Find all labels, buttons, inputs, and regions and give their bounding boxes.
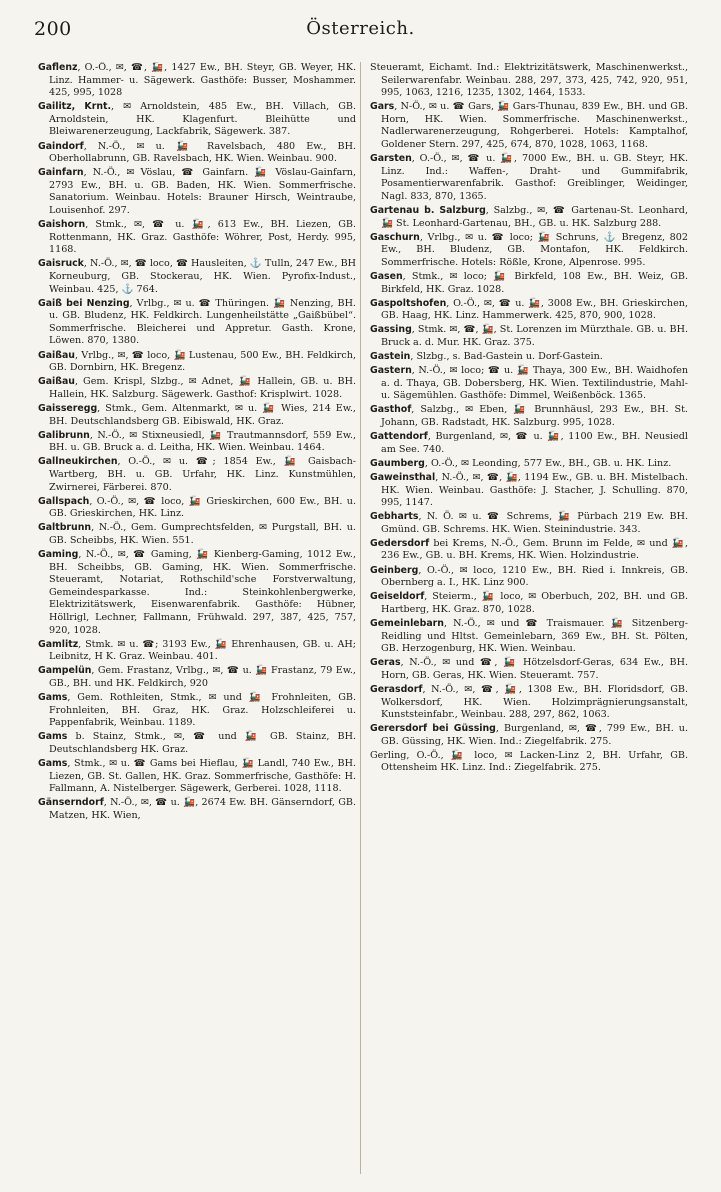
entry-place-name: Gaflenz (38, 62, 78, 73)
entry-place-name: Gars (370, 101, 395, 113)
entry-place-name: Gailitz, Krnt. (38, 101, 112, 113)
gazetteer-entry (370, 538, 688, 563)
entry-description: , O.-Ö., ✉ loco, 1210 Ew., BH. Ried i. Innkreis, GB. Obernberg a. I., HK. Linz 900. (381, 564, 688, 589)
gazetteer-entry (38, 692, 356, 730)
entry-description: bei Krems, N.-Ö., Gem. Brunn im Felde, ✉ und 🚂, 236 Ew., GB. u. BH. Krems, HK. Wien. Holzindustrie. (381, 537, 688, 562)
entry-description: , Slzbg., s. Bad-Gastein u. Dorf-Gastein. (410, 351, 603, 363)
entry-description: Gerling, O.-Ö., 🚂 loco, ✉ Lacken-Linz 2, BH. Urfahr, GB. Ottensheim HK. Linz. Ind.: Ziegelfabrik. 275. (370, 749, 688, 774)
entry-description: , Vrlbg., ✉ u. ☎ loco; 🚂 Schruns, ⚓ Bregenz, 802 Ew., BH. Bludenz, GB. Montafon, HK. Feldkirch. Sommerfrische. Hotels: Rößle, Krone, Alpenrose. 995. (381, 231, 688, 268)
entry-place-name: Galibrunn (38, 429, 90, 441)
gazetteer-entry (38, 549, 356, 637)
entry-description: , O.-Ö., ✉, ☎ u. 🚂, 7000 Ew., BH. u. GB. Steyr, HK. Linz. Ind.: Waffen-, Draht- und Gummifabrik, Posamentierwarenfabrik. Gasthof: Greiblinger, Weidinger, Nagl. 833, 870, 1365. (381, 153, 688, 202)
gazetteer-entry (370, 657, 688, 682)
gazetteer-entry (38, 758, 356, 796)
gazetteer-entry (370, 431, 688, 456)
entry-description: , N-Ö., ✉ u. ☎ Gars, 🚂 Gars-Thunau, 839 Ew., BH. und GB. Horn, HK. Wien. Sommerfrische. Maschinenwerkst., Nadlerwarenerzeugung, Rohgerberei. Hotels: Kamptalhof, Goldener Stern. 297, 425, 674, 870, 1028, 1063, 1168. (381, 101, 688, 151)
entry-description: , Gem. Frastanz, Vrlbg., ✉, ☎ u. 🚂 Frastanz, 79 Ew., GB., BH. und HK. Feldkirch, 920 (49, 665, 356, 689)
gazetteer-entry (38, 62, 356, 100)
entry-description: , Salzbg., ✉, ☎ Gartenau-St. Leonhard, 🚂 St. Leonhard-Gartenau, BH., GB. u. HK. Salzburg 288. (381, 205, 688, 229)
entry-description: , Stmk. ✉, ☎, 🚂, St. Lorenzen im Mürzthale. GB. u. BH. Bruck a. d. Mur. HK. Graz. 375. (381, 324, 688, 348)
entry-place-name: Gaschurn (370, 231, 420, 243)
entry-description: , N.-Ö., ✉ und ☎ Traismauer. 🚂 Sitzenberg-Reidling und Hltst. Gemeinlebarn, 369 Ew., BH. St. Pölten, GB. Herzogenburg, HK. Wien. Weinbau. (381, 617, 688, 655)
gazetteer-entry (38, 430, 356, 455)
gazetteer-entry (38, 101, 356, 139)
gazetteer-entry (370, 365, 688, 403)
page-header (0, 18, 721, 48)
gazetteer-entry (370, 591, 688, 616)
entry-description: , N.-Ö., ✉, ☎ Gaming, 🚂 Kienberg-Gaming, 1012 Ew., BH. Scheibbs, GB. Gaming, HK. Wien. Sommerfrische. Steueramt, Notariat, Rothschild'sche Forstverwaltung, Gemeindesparkasse. Ind.: Steinkohlenbergwerke, Elektrizitätswerk, Eisenwarenfabrik. Gasthöfe: Hübner, Höllrigl, Lechner, Fallmann, Frühwald. 297, 387, 425, 757, 920, 1028. (49, 548, 356, 636)
entry-place-name: Gaisruck (38, 258, 84, 270)
entry-description: , N.-Ö., ✉ Vöslau, ☎ Gainfarn. 🚂 Vöslau-Gainfarn, 2793 Ew., BH. u. GB. Baden, HK. Wien. Sommerfrische. Sanatorium. Weinbau. Hotels: Brauner Hirsch, Weintraube, Louisenhof. 297. (49, 167, 356, 217)
entry-description: , Salzbg., ✉ Eben, 🚂 Brunnhäusl, 293 Ew., BH. St. Johann, GB. Radstadt, HK. Salzburg. 995, 1028. (381, 404, 688, 429)
entry-description: , Vrlbg., ✉ u. ☎ Thüringen. 🚂 Nenzing, BH. u. GB. Bludenz, HK. Feldkirch. Lungenheilstätte „Gaißbübel“. Sommerfrische. Bleicherei und Appretur. Gasth. Krone, Löwen. 870, 1380. (49, 297, 356, 347)
entry-place-name: Gaming (38, 548, 79, 560)
entry-place-name: Gaindorf (38, 140, 84, 152)
entry-description: , O.-Ö., ✉ u. ☎; 1854 Ew., 🚂 Gaisbach-Wartberg, BH. u. GB. Urfahr, HK. Linz. Kunstmühlen, Zwirnerei, Färberei. 870. (49, 456, 356, 493)
entry-description: , Burgenland, ✉, ☎, 799 Ew., BH. u. GB. Güssing, HK. Wien. Ind.: Ziegelfabrik. 275. (381, 723, 688, 747)
entry-description: , O.-Ö., ✉ Leonding, 577 Ew., BH., GB. u. HK. Linz. (424, 457, 672, 469)
entry-place-name: Gaishorn (38, 219, 86, 231)
gazetteer-entry (370, 351, 688, 364)
gazetteer-entry (38, 350, 356, 375)
entry-place-name: Geras (370, 657, 401, 669)
gazetteer-entry (38, 298, 356, 348)
entry-description: , Stmk., ✉, ☎ u. 🚂, 613 Ew., BH. Liezen, GB. Rottenmann, HK. Graz. Gasthöfe: Wöhrer, Post, Herdy. 995, 1168. (49, 219, 356, 256)
page-number: 200 (34, 18, 72, 40)
entry-place-name: Gaumberg (370, 457, 425, 469)
gazetteer-entry (370, 62, 688, 100)
entry-place-name: Gasthof (370, 404, 412, 416)
entry-place-name: Gerersdorf bei Güssing (370, 723, 496, 735)
gazetteer-entry (38, 219, 356, 257)
gazetteer-entry (370, 404, 688, 429)
entry-place-name: Galtbrunn (38, 522, 92, 534)
gazetteer-entry (370, 298, 688, 323)
entry-place-name: Gams (38, 731, 68, 743)
entry-place-name: Gaisseregg (38, 402, 98, 414)
gazetteer-entry (38, 376, 356, 401)
gazetteer-entry (370, 205, 688, 230)
entry-place-name: Gaißau (38, 376, 75, 388)
entry-place-name: Geiseldorf (370, 591, 425, 603)
gazetteer-entry (38, 167, 356, 217)
entry-description: , N.-Ö., ✉, ☎ loco, ☎ Hausleiten, ⚓ Tulln, 247 Ew., BH Korneuburg, GB. Stockerau, HK. Wien. Pyrofix-Indust., Weinbau. 425, ⚓ 764. (49, 258, 356, 295)
entry-description: , Stmk., Gem. Altenmarkt, ✉ u. 🚂 Wies, 214 Ew., BH. Deutschlandsberg GB. Eibiswald, HK. Graz. (49, 402, 356, 427)
gazetteer-entry (38, 665, 356, 690)
entry-place-name: Gaspoltshofen (370, 297, 447, 309)
gazetteer-entry (370, 565, 688, 590)
entry-place-name: Gainfarn (38, 167, 84, 179)
entry-description: , Stmk. ✉ u. ☎; 3193 Ew., 🚂 Ehrenhausen, GB. u. AH; Leibnitz, H K. Graz. Weinbau. 401. (49, 638, 356, 663)
gazetteer-entry (370, 684, 688, 722)
gazetteer-entry (38, 258, 356, 296)
entry-place-name: Gemeinlebarn (370, 617, 444, 629)
entry-description: , O.-Ö., ✉, ☎ u. 🚂, 3008 Ew., BH. Grieskirchen, GB. Haag, HK. Linz. Hammerwerk. 425, 870, 900, 1028. (381, 297, 688, 322)
gazetteer-entry (370, 458, 688, 471)
gazetteer-entry (370, 271, 688, 296)
entry-description: , ✉ Arnoldstein, 485 Ew., BH. Villach, GB. Arnoldstein, HK. Klagenfurt. Bleihütte und Bleiwarenerzeugung, Lackfabrik, Sägewerk. 387. (49, 101, 356, 138)
entry-description: , Vrlbg., ✉, ☎ loco, 🚂 Lustenau, 500 Ew., BH. Feldkirch, GB. Dornbirn, HK. Bregenz. (49, 349, 356, 374)
gazetteer-entry (370, 324, 688, 349)
entry-place-name: Gedersdorf (370, 537, 430, 549)
gazetteer-entry (38, 403, 356, 428)
entry-description: , N.-Ö., ✉, ☎, 🚂, 1194 Ew., GB. u. BH. Mistelbach. HK. Wien. Weinbau. Gasthöfe: J. Stacher, J. Schulling. 870, 995, 1147. (381, 471, 688, 509)
entry-description: , Gem. Rothleiten, Stmk., ✉ und 🚂 Frohnleiten, GB. Frohnleiten, BH. Graz, HK. Graz. Holzschleiferei u. Pappenfabrik, Weinbau. 1189. (49, 692, 356, 729)
gazetteer-entry (370, 101, 688, 151)
entry-place-name: Gaiß bei Nenzing (38, 297, 130, 309)
entry-place-name: Gassing (370, 324, 412, 336)
entry-description: , N.-Ö., ✉, ☎, 🚂, 1308 Ew., BH. Floridsdorf, GB. Wolkersdorf, HK. Wien. Holzimprägnierungsanstalt, Kunststeinfabr., Weinbau. 288, 297, 862, 1063. (381, 683, 688, 721)
entry-place-name: Gaweinsthal (370, 471, 436, 483)
left-column (38, 62, 356, 1174)
gazetteer-entry (38, 456, 356, 494)
gazetteer-entry (370, 232, 688, 270)
entry-place-name: Gastein (370, 351, 411, 363)
entry-place-name: Geinberg (370, 564, 419, 576)
entry-place-name: Gams (38, 692, 68, 703)
entry-description: , N.-Ö., ✉ Stixneusiedl, 🚂 Trautmannsdorf, 559 Ew., BH. u. GB. Bruck a. d. Leitha, HK. Wien. Weinbau. 1464. (49, 429, 356, 454)
entry-description: , N.-Ö., ✉ u. 🚂 Ravelsbach, 480 Ew., BH. Oberhollabrunn, GB. Ravelsbach, HK. Wien. Weinbau. 900. (49, 140, 356, 165)
column-divider (360, 62, 361, 1174)
entry-description: , N.-Ö., ✉, ☎ u. 🚂, 2674 Ew. BH. Gänserndorf, GB. Matzen, HK. Wien, (49, 797, 356, 821)
entry-description: , Steierm., 🚂 loco, ✉ Oberbuch, 202, BH. und GB. Hartberg, HK. Graz. 870, 1028. (381, 591, 688, 615)
entry-description: , Gem. Krispl, Slzbg., ✉ Adnet, 🚂 Hallein, GB. u. BH. Hallein, HK. Salzburg. Sägewerk. Gasthof: Krisplwirt. 1028. (49, 376, 356, 400)
entry-description: , O.-Ö., ✉, ☎ loco, 🚂 Grieskirchen, 600 Ew., BH. u. GB. Grieskirchen, HK. Linz. (49, 495, 356, 520)
entry-place-name: Gampelün (38, 665, 92, 677)
right-column (370, 62, 688, 1174)
entry-description: , N.-Ö., Gem. Gumprechtsfelden, ✉ Purgstall, BH. u. GB. Scheibbs, HK. Wien. 551. (49, 522, 356, 546)
gazetteer-entry (370, 511, 688, 536)
entry-place-name: Gartenau b. Salzburg (370, 205, 486, 217)
gazetteer-entry (38, 496, 356, 521)
entry-description: Steueramt, Eichamt. Ind.: Elektrizitätswerk, Maschinenwerkst., Seilerwarenfabr. Weinbau. 288, 297, 373, 425, 742, 920, 951, 995, 1063, 1216, 1235, 1302, 1464, 1533. (370, 62, 688, 99)
entry-place-name: Gaißau (38, 349, 75, 361)
gazetteer-entry (38, 141, 356, 166)
gazetteer-entry (370, 472, 688, 510)
entry-description: b. Stainz, Stmk., ✉, ☎ und 🚂 GB. Stainz, BH. Deutschlandsberg HK. Graz. (49, 731, 356, 755)
entry-description: , Burgenland, ✉, ☎ u. 🚂, 1100 Ew., BH. Neusiedl am See. 740. (381, 431, 688, 455)
gazetteer-entry (370, 153, 688, 203)
gazetteer-entry (38, 731, 356, 756)
entry-description: , Stmk., ✉ u. ☎ Gams bei Hieflau, 🚂 Landl, 740 Ew., BH. Liezen, GB. St. Gallen, HK. Graz. Sommerfrische, Gasthöfe: H. Fallmann, A. Nistelberger. Sägewerk, Gerberei. 1028, 1118. (49, 757, 356, 795)
entry-place-name: Gamlitz (38, 638, 79, 650)
gazetteer-entry (370, 723, 688, 748)
gazetteer-entry (38, 522, 356, 547)
entry-place-name: Gallspach (38, 495, 90, 507)
entry-place-name: Gerasdorf (370, 683, 423, 695)
entry-place-name: Gebharts (370, 511, 419, 523)
entry-place-name: Garsten (370, 153, 412, 165)
gazetteer-entry (38, 797, 356, 822)
entry-place-name: Gasen (370, 271, 403, 282)
entry-description: , N. Ö. ✉ u. ☎ Schrems, 🚂 Pürbach 219 Ew. BH. Gmünd. GB. Schrems. HK. Wien. Steinindustrie. 343. (381, 511, 688, 535)
entry-place-name: Gams (38, 757, 68, 769)
entry-place-name: Gallneukirchen (38, 456, 118, 468)
entry-place-name: Gastern (370, 365, 412, 377)
entry-description: , Stmk., ✉ loco; 🚂 Birkfeld, 108 Ew., BH. Weiz, GB. Birkfeld, HK. Graz. 1028. (381, 271, 688, 295)
entry-description: , O.-Ö., ✉, ☎, 🚂, 1427 Ew., BH. Steyr, GB. Weyer, HK. Linz. Hammer- u. Sägewerk. Gasthöfe: Busser, Moshammer. 425, 995, 1028 (49, 62, 356, 99)
entry-place-name: Gattendorf (370, 431, 428, 443)
entry-description: , N.-Ö., ✉ und ☎, 🚂 Hötzelsdorf-Geras, 634 Ew., BH. Horn, GB. Geras, HK. Wien. Steueramt. 757. (381, 657, 688, 681)
gazetteer-entry (38, 639, 356, 664)
gazetteer-entry (370, 618, 688, 656)
gazetteer-entry (370, 750, 688, 775)
running-title: Österreich. (306, 18, 415, 39)
entry-description: , N.-Ö., ✉ loco; ☎ u. 🚂 Thaya, 300 Ew., BH. Waidhofen a. d. Thaya, GB. Dobersberg, HK. Wien. Textilindustrie, Mahl- u. Sägemühlen. Gasthöfe: Dimmel, Weißenböck. 1365. (381, 365, 688, 402)
entry-place-name: Gänserndorf (38, 797, 104, 809)
